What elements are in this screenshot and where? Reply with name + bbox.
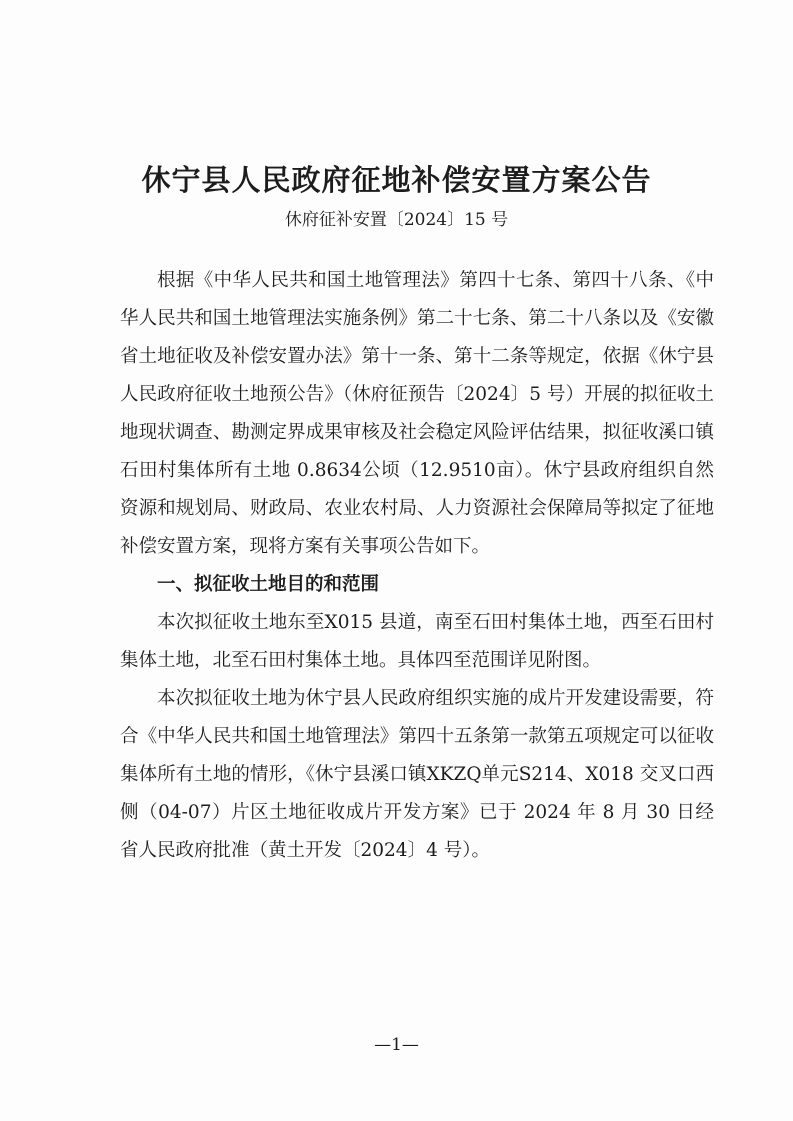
document-title: 休宁县人民政府征地补偿安置方案公告 (141, 163, 652, 197)
page-number: —1— (374, 1035, 419, 1055)
section-heading-purpose-scope: 一、拟征收土地目的和范围 (157, 574, 380, 595)
paragraph-purpose: 本次拟征收土地为休宁县人民政府组织实施的成片开发建设需要，符合《中华人民共和国土地管理法》第四十五条第一款第五项规定可以征收集体所有土地的情形，《休宁县溪口镇XKZQ单元S214、X018 交叉口西侧（04-07）片区土地征收成片开发方案》已于 2024 年 8 月 30 日经省人民政府批准（黄土开发〔2024〕4 号）。 (120, 688, 714, 861)
paragraph-legal-basis: 根据《中华人民共和国土地管理法》第四十七条、第四十八条、《中华人民共和国土地管理法实施条例》第二十七条、第二十八条以及《安徽省土地征收及补偿安置办法》第十一条、第十二条等规定，依据《休宁县人民政府征收土地预公告》（休府征预告〔2024〕5 号）开展的拟征收土地现状调查、勘测定界成果审核及社会稳定风险评估结果，拟征收溪口镇石田村集体所有土地 0.8634公顷（12.9510亩）。休宁县政府组织自然资源和规划局、财政局、农业农村局、人力资源社会保障局等拟定了征地补偿安置方案，现将方案有关事项公告如下。 (120, 270, 714, 557)
document-number: 休府征补安置〔2024〕15 号 (284, 210, 509, 230)
paragraph-boundaries: 本次拟征收土地东至X015 县道，南至石田村集体土地，西至石田村集体土地，北至石田村集体土地。具体四至范围详见附图。 (120, 612, 714, 671)
document-body (120, 262, 714, 870)
